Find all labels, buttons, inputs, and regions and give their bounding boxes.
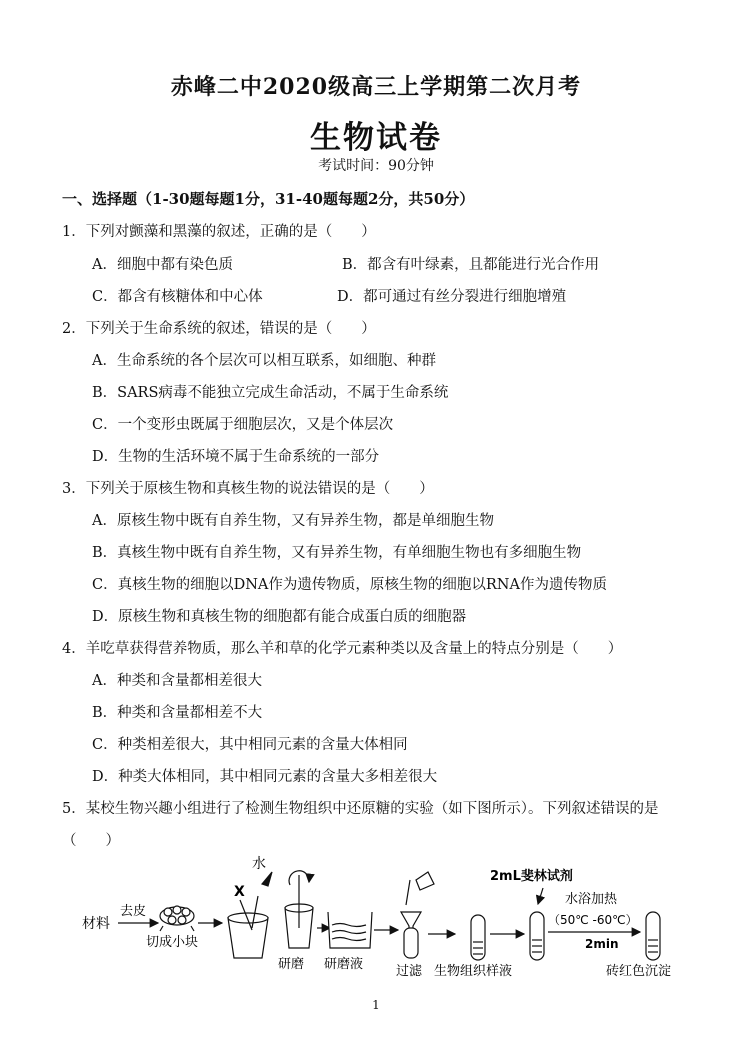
label-sample: 生物组织样液: [434, 964, 513, 979]
label-x: X: [234, 884, 245, 900]
label-material: 材料: [82, 916, 110, 932]
label-duration: 2min: [585, 937, 619, 951]
label-filter: 过滤: [396, 964, 423, 979]
question-1-option-d: D．都可通过有丝分裂进行细胞增殖: [337, 289, 567, 305]
label-cut: 切成小块: [146, 935, 199, 950]
question-2-option-c: C．一个变形虫既属于细胞层次，又是个体层次: [92, 417, 394, 433]
question-3-option-d: D．原核生物和真核生物的细胞都有能合成蛋白质的细胞器: [92, 609, 467, 625]
exam-title: 赤峰二中2020级高三上学期第二次月考: [170, 74, 582, 100]
label-water: 水: [252, 856, 266, 872]
exam-time: 考试时间：90分钟: [318, 158, 434, 174]
question-2-option-a: A．生命系统的各个层次可以相互联系，如细胞、种群: [92, 353, 436, 369]
label-grind: 研磨: [278, 957, 305, 972]
question-1-option-b: B．都含有叶绿素，且都能进行光合作用: [342, 257, 600, 273]
question-4-option-b: B．种类和含量都相差不大: [92, 705, 263, 721]
page-number: 1: [372, 998, 380, 1012]
sample-tube-icon: [471, 915, 485, 960]
question-4-stem: 4．羊吃草获得营养物质，那么羊和草的化学元素种类以及含量上的特点分别是（ ）: [62, 641, 623, 657]
label-peel: 去皮: [120, 904, 147, 919]
result-tube-icon: [646, 912, 660, 960]
label-slurry: 研磨液: [324, 957, 364, 972]
label-temp: （50℃ -60℃）: [548, 913, 638, 927]
label-bath: 水浴加热: [565, 892, 618, 907]
grinding-cup-icon: [285, 871, 313, 948]
question-1-stem: 1．下列对颤藻和黑藻的叙述，正确的是（ ）: [62, 224, 376, 240]
label-reagent: 2mL斐林试剂: [490, 869, 573, 884]
question-5-stem: 5．某校生物兴趣小组进行了检测生物组织中还原糖的实验（如下图所示）。下列叙述错误的是: [62, 801, 659, 817]
question-3-option-a: A．原核生物中既有自养生物，又有异养生物，都是单细胞生物: [92, 513, 494, 529]
question-4-option-a: A．种类和含量都相差很大: [92, 673, 262, 689]
subject-title: 生物试卷: [310, 120, 442, 156]
cut-pieces-icon: [160, 906, 194, 931]
question-3-option-c: C．真核生物的细胞以DNA作为遗传物质，原核生物的细胞以RNA作为遗传物质: [92, 577, 607, 593]
question-1-option-a: A．细胞中都有染色质: [92, 257, 233, 273]
question-4-option-d: D．种类大体相同，其中相同元素的含量大多相差很大: [92, 769, 438, 785]
question-5-stem-continued: （ ）: [62, 833, 120, 849]
question-2-option-b: B．SARS病毒不能独立完成生命活动，不属于生命系统: [92, 385, 449, 401]
section-heading: 一、选择题（1-30题每题1分，31-40题每题2分，共50分）: [62, 190, 475, 208]
question-4-option-c: C．种类相差很大，其中相同元素的含量大体相同: [92, 737, 408, 753]
question-2-option-d: D．生物的生活环境不属于生命系统的一部分: [92, 449, 380, 465]
filter-funnel-icon: [401, 872, 434, 958]
question-3-option-b: B．真核生物中既有自养生物，又有异养生物，有单细胞生物也有多细胞生物: [92, 545, 582, 561]
question-3-stem: 3．下列关于原核生物和真核生物的说法错误的是（ ）: [62, 481, 434, 497]
question-1-option-c: C．都含有核糖体和中心体: [92, 289, 263, 305]
beaker-icon: [328, 912, 372, 948]
reagent-tube-icon: [530, 912, 544, 960]
reagent-arrow: [538, 888, 543, 904]
label-result: 砖红色沉淀: [606, 964, 672, 979]
question-2-stem: 2．下列关于生命系统的叙述，错误的是（ ）: [62, 321, 376, 337]
